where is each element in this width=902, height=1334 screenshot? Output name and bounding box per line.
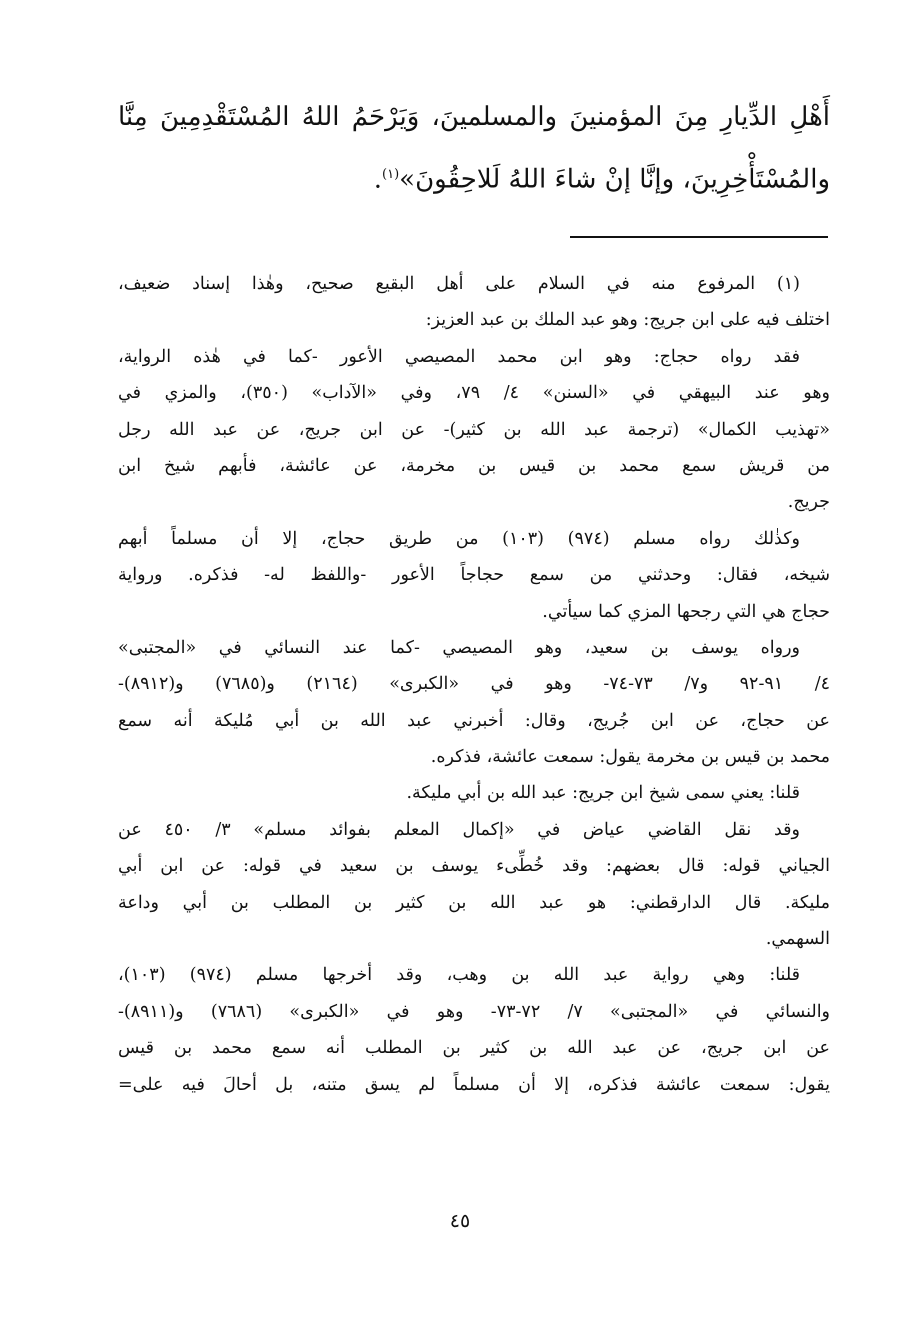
main-text-line: والمُسْتَأْخِرِينَ، وإنَّا إنْ شاءَ اللهُ لَلاحِقُونَ» (399, 164, 830, 195)
footnote-line: عن حجاج، عن ابن جُريج، وقال: أخبرني عبد الله بن أبي مُليكة أنه سمع (118, 710, 830, 731)
footnote-line: حجاج هي التي رجحها المزي كما سيأتي. (542, 601, 830, 622)
footnote-line: والنسائي في «المجتبى» ٧/ ٧٢-٧٣- وهو في «الكبرى» (٧٦٨٦) و(٨٩١١)- (118, 1001, 830, 1022)
footnote-line: قلنا: يعني سمى شيخ ابن جريج: عبد الله بن أبي مليكة. (406, 783, 800, 804)
footnote-line: عن ابن جريج، عن عبد الله بن كثير بن المطلب أنه سمع محمد بن قيس (118, 1038, 830, 1059)
footnote-line: قلنا: وهي رواية عبد الله بن وهب، وقد أخرجها مسلم (٩٧٤) (١٠٣)، (118, 965, 800, 986)
footnotes (118, 266, 830, 1103)
footnote-separator (570, 236, 828, 238)
footnote-line: وقد نقل القاضي عياض في «إكمال المعلم بفوائد مسلم» ٣/ ٤٥٠ عن (118, 819, 800, 840)
footnote-line: الجياني قوله: قال بعضهم: وقد خُطِّىء يوسف بن سعيد في قوله: عن ابن أبي (118, 856, 830, 877)
footnote-line: السهمي. (765, 929, 830, 950)
footnote-line: فقد رواه حجاج: وهو ابن محمد المصيصي الأعور -كما في هٰذه الرواية، (118, 346, 800, 367)
footnote-reference: (١) (382, 167, 400, 182)
footnote-line: وكذٰلك رواه مسلم (٩٧٤) (١٠٣) من طريق حجاج، إلا أن مسلماً أبهم (118, 528, 800, 549)
end-mark: . (373, 164, 383, 195)
footnote-line: يقول: سمعت عائشة فذكره، إلا أن مسلماً لم يسق متنه، بل أحالَ فيه على= (118, 1074, 830, 1095)
footnote-line: (١) المرفوع منه في السلام على أهل البقيع صحيح، وهٰذا إسناد ضعيف، (118, 274, 800, 294)
main-text-line: أَهْلِ الدِّيارِ مِنَ المؤمنينَ والمسلمينَ، وَيَرْحَمُ اللهُ المُسْتَقْدِمِينَ مِنَّا (118, 102, 830, 132)
footnote-line: وهو عند البيهقي في «السنن» ٤/ ٧٩، وفي «الآداب» (٣٥٠)، والمزي في (118, 383, 830, 404)
footnote-line: مليكة. قال الدارقطني: هو عبد الله بن كثير بن المطلب بن أبي وداعة (118, 892, 830, 913)
footnote-line: ورواه يوسف بن سعيد، وهو المصيصي -كما عند النسائي في «المجتبى» (118, 637, 800, 658)
footnote-line: من قريش سمع محمد بن قيس بن مخرمة، عن عائشة، فأبهم شيخ ابن (118, 455, 830, 476)
footnote-line: اختلف فيه على ابن جريج: وهو عبد الملك بن عبد العزيز: (425, 310, 830, 331)
footnote-line: جريج. (787, 492, 830, 513)
footnote-line: «تهذيب الكمال» (ترجمة عبد الله بن كثير)- عن ابن جريج، عن عبد الله رجل (118, 419, 830, 440)
footnote-line: محمد بن قيس بن مخرمة يقول: سمعت عائشة، فذكره. (430, 747, 830, 768)
main-text (118, 88, 830, 209)
page-number: ٤٥ (449, 1210, 471, 1232)
main-text-line-last (118, 146, 830, 209)
footnote-line: شيخه، فقال: وحدثني من سمع حجاجاً الأعور -واللفظ له- فذكره. ورواية (118, 565, 830, 586)
footnote-line: ٤/ ٩١-٩٢ و٧/ ٧٣-٧٤- وهو في «الكبرى» (٢١٦٤) و(٧٦٨٥) و(٨٩١٢)- (118, 674, 830, 695)
